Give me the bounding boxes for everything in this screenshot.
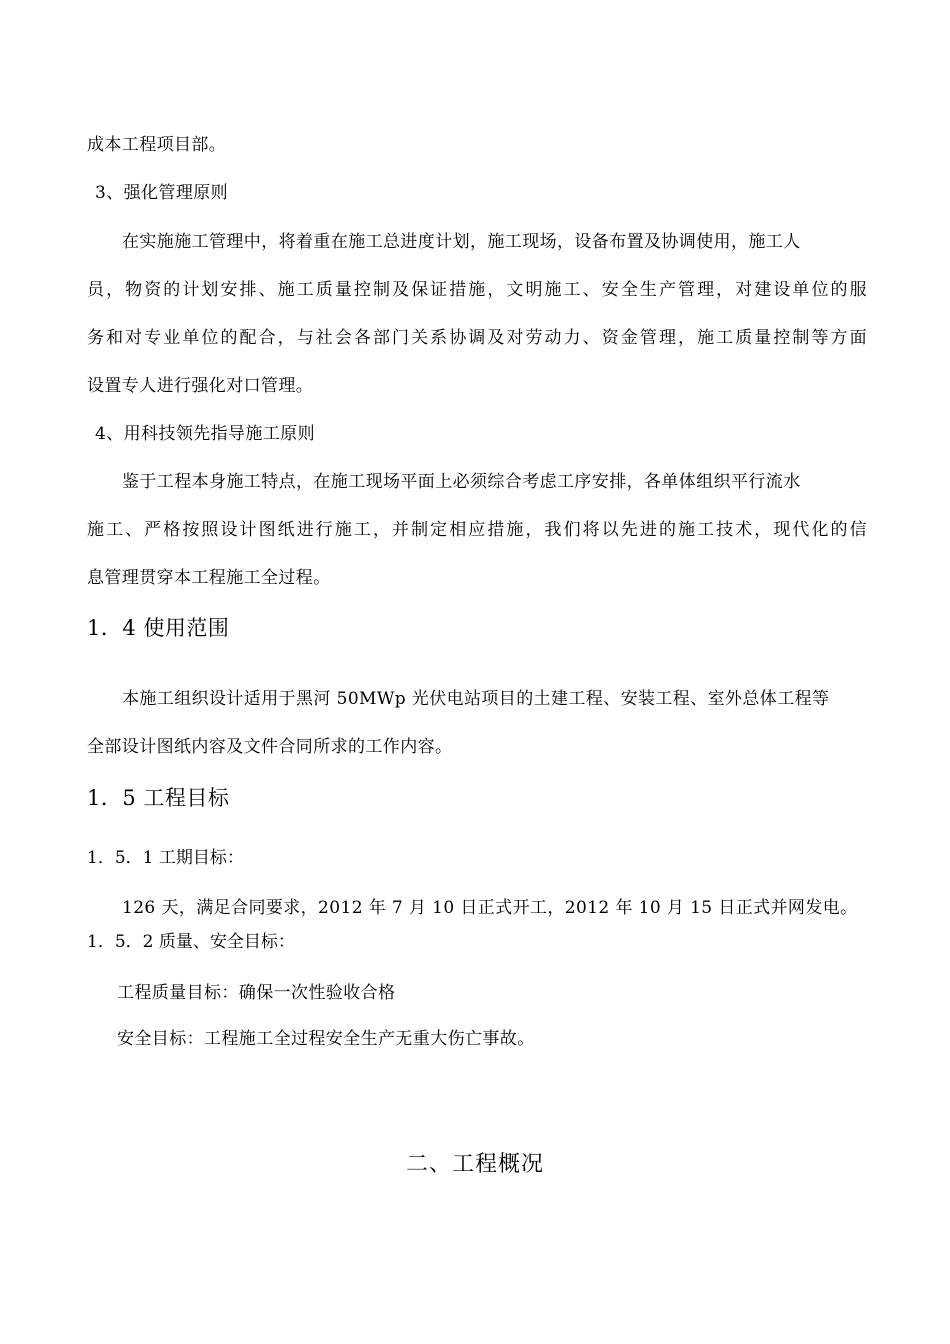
paragraph-line: 员，物资的计划安排、施工质量控制及保证措施，文明施工、安全生产管理，对建设单位的服 [87,280,867,300]
subheading-technology: 4、用科技领先指导施工原则 [95,424,316,444]
paragraph-quality-target: 工程质量目标：确保一次性验收合格 [117,983,396,1003]
paragraph-safety-target: 安全目标：工程施工全过程安全生产无重大伤亡事故。 [117,1029,535,1049]
paragraph-schedule: 126 天，满足合同要求，2012 年 7 月 10 日正式开工，2012 年 10 月 15 日正式并网发电。 [122,898,858,918]
paragraph-line: 务和对专业单位的配合，与社会各部门关系协调及对劳动力、资金管理，施工质量控制等方面 [87,328,867,348]
paragraph-line: 设置专人进行强化对口管理。 [87,376,314,396]
subsection-heading-quality-safety: 1．5．2 质量、安全目标： [87,932,295,952]
subheading-strengthen-management: 3、强化管理原则 [95,183,229,203]
subsection-heading-schedule: 1．5．1 工期目标： [87,848,244,868]
paragraph-line: 息管理贯穿本工程施工全过程。 [87,568,331,588]
chapter-title: 二、工程概况 [405,1152,544,1177]
section-heading-goal: 1．5 工程目标 [87,786,230,810]
paragraph-line: 在实施施工管理中，将着重在施工总进度计划，施工现场，设备布置及协调使用，施工人 [122,232,801,252]
section-heading-scope: 1．4 使用范围 [87,616,230,640]
paragraph-continuation: 成本工程项目部。 [87,135,227,155]
paragraph-line: 全部设计图纸内容及文件合同所求的工作内容。 [87,737,453,757]
paragraph-line: 鉴于工程本身施工特点，在施工现场平面上必须综合考虑工序安排，各单体组织平行流水 [122,472,801,492]
paragraph-line: 本施工组织设计适用于黑河 50MWp 光伏电站项目的土建工程、安装工程、室外总体工程等 [122,689,830,709]
paragraph-line: 施工、严格按照设计图纸进行施工，并制定相应措施，我们将以先进的施工技术，现代化的信 [87,520,867,540]
